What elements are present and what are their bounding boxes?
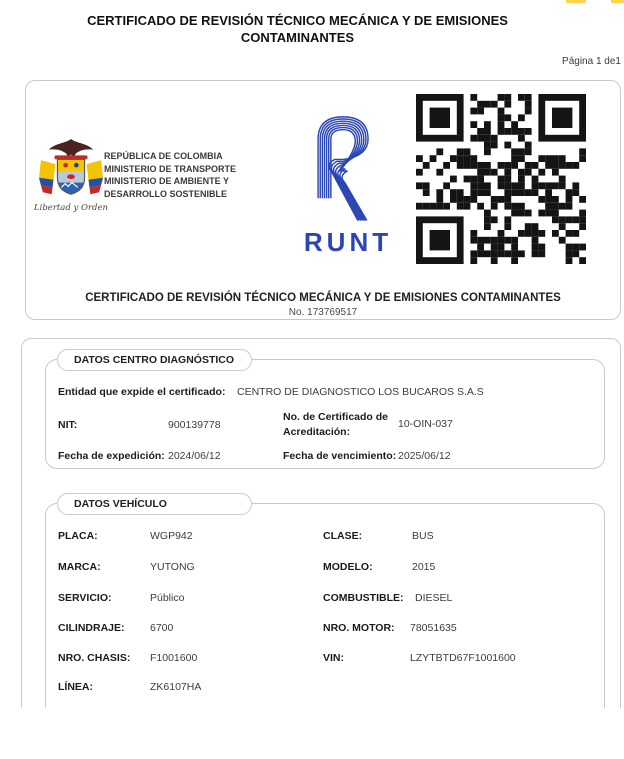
qr-code <box>416 94 586 264</box>
header-box <box>25 80 621 320</box>
field-label-fecha-vencimiento: Fecha de vencimiento: <box>283 450 397 462</box>
page-indicator: Página 1 de1 <box>562 56 621 67</box>
field-value-vin: LZYTBTD67F1001600 <box>410 652 516 664</box>
field-value-nro-chasis: F1001600 <box>150 652 198 664</box>
field-value-fecha-vencimiento: 2025/06/12 <box>398 450 451 462</box>
field-label-placa: PLACA: <box>58 530 98 542</box>
field-label-linea: LÍNEA: <box>58 681 93 693</box>
certificate-number: No. 173769517 <box>288 307 358 318</box>
field-value-fecha-expedicion: 2024/06/12 <box>168 450 221 462</box>
field-value-placa: WGP942 <box>150 530 193 542</box>
field-label-clase: CLASE: <box>323 530 363 542</box>
runt-logo-icon <box>307 104 381 226</box>
field-label-vin: VIN: <box>323 652 344 664</box>
certificate-title: CERTIFICADO DE REVISIÓN TÉCNICO MECÁNICA Y DE EMISIONES CONTAMINANTES <box>85 292 561 304</box>
field-label-marca: MARCA: <box>58 561 101 573</box>
field-value-linea: ZK6107HA <box>150 681 202 693</box>
colombia-coat-of-arms-icon <box>37 137 105 201</box>
field-value-modelo: 2015 <box>412 561 436 573</box>
field-label-combustible: COMBUSTIBLE: <box>323 592 404 604</box>
page-title-line1: CERTIFICADO DE REVISIÓN TÉCNICO MECÁNICA Y DE EMISIONES <box>87 13 508 28</box>
ministry-line-4: DESARROLLO SOSTENIBLE <box>104 188 228 199</box>
diagnostic-center-section-title: DATOS CENTRO DIAGNÓSTICO <box>57 349 252 371</box>
vehicle-section-title: DATOS VEHÍCULO <box>57 493 252 515</box>
field-value-cilindraje: 6700 <box>150 622 174 634</box>
field-label-fecha-expedicion: Fecha de expedición: <box>58 450 165 462</box>
field-value-nit: 900139778 <box>168 419 221 431</box>
top-strip-right <box>611 0 624 3</box>
field-value-certificado-acreditacion: 10-OIN-037 <box>398 418 453 430</box>
field-label-nit: NIT: <box>58 419 78 431</box>
field-label-nro-chasis: NRO. CHASIS: <box>58 652 131 664</box>
top-strip-left <box>566 0 586 3</box>
field-value-clase: BUS <box>412 530 434 542</box>
field-value-servicio: Público <box>150 592 185 604</box>
ministry-line-1: REPÚBLICA DE COLOMBIA <box>104 151 223 161</box>
field-label-modelo: MODELO: <box>323 561 373 573</box>
page-title-line2: CONTAMINANTES <box>240 30 355 45</box>
field-label-cilindraje: CILINDRAJE: <box>58 622 125 634</box>
field-label-certificado-acreditacion: No. de Certificado de Acreditación: <box>283 411 389 438</box>
ministry-line-2: MINISTERIO DE TRANSPORTE <box>104 163 237 174</box>
emblem-motto: Libertad y Orden <box>33 203 108 213</box>
field-label-entidad: Entidad que expide el certificado: <box>58 386 226 398</box>
field-value-combustible: DIESEL <box>415 592 453 604</box>
field-label-nro-motor: NRO. MOTOR: <box>323 622 395 634</box>
ministry-text-block <box>104 150 236 200</box>
field-value-marca: YUTONG <box>150 561 195 573</box>
runt-logo-text: RUNT <box>303 227 393 257</box>
field-value-nro-motor: 78051635 <box>410 622 457 634</box>
field-value-entidad: CENTRO DE DIAGNOSTICO LOS BUCAROS S.A.S <box>237 386 484 398</box>
page-cut-mask <box>0 708 624 759</box>
field-label-servicio: SERVICIO: <box>58 592 112 604</box>
ministry-line-3: MINISTERIO DE AMBIENTE Y <box>104 176 230 186</box>
